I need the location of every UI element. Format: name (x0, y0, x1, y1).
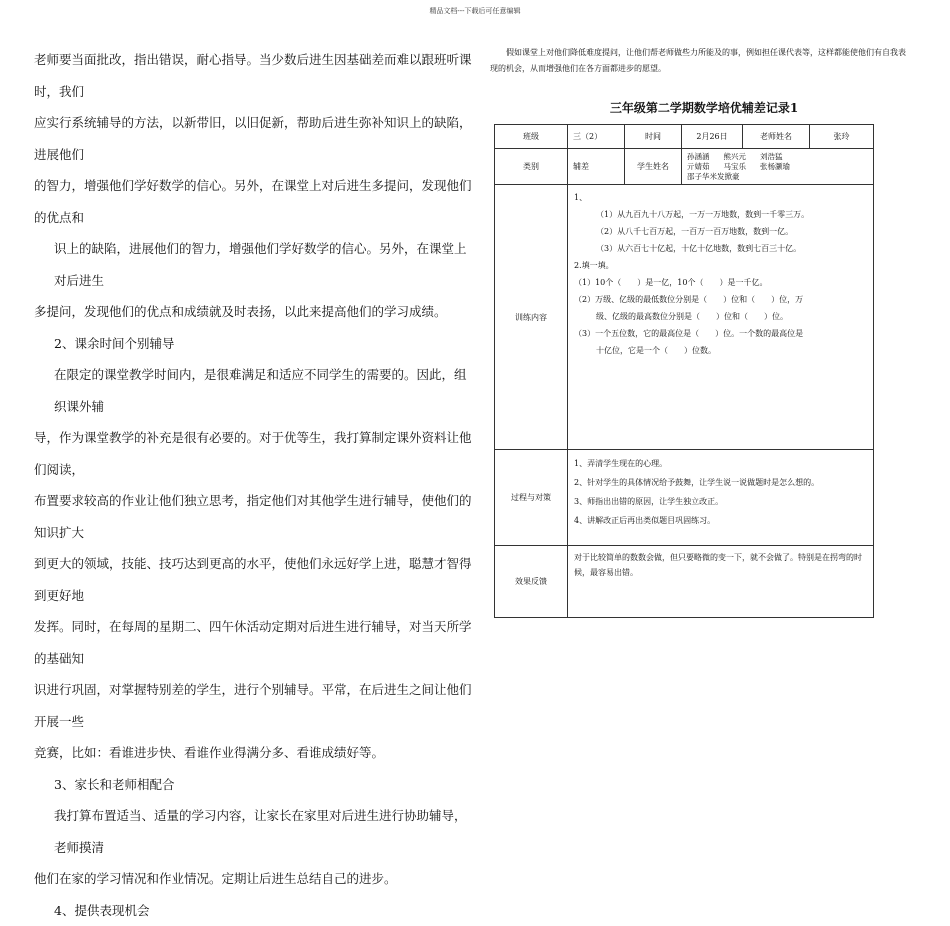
content-line: 级、亿级的最高数位分别是（ ）位和（ ）位。 (574, 308, 867, 325)
process-label: 过程与对策 (495, 450, 568, 546)
paragraph-line: 发挥。同时，在每周的星期二、四午休活动定期对后进生进行辅导，对当天所学的基础知 (34, 611, 472, 674)
paragraph-line: 布置要求较高的作业让他们独立思考，指定他们对其他学生进行辅导，使他们的知识扩大 (34, 485, 472, 548)
category-label: 类别 (495, 149, 568, 185)
section-heading: 2、课余时间个别辅导 (34, 328, 472, 360)
content-line: 2.填一填。 (574, 257, 867, 274)
category-value: 辅差 (568, 149, 625, 185)
paragraph-line: 竞赛，比如：看谁进步快、看谁作业得满分多、看谁成绩好等。 (34, 737, 472, 769)
effect-content (568, 546, 874, 618)
student-name: 刘浩猛 (760, 152, 783, 162)
effect-label: 效果反馈 (495, 546, 568, 618)
process-line: 1、弄清学生现在的心理。 (574, 454, 867, 473)
student-name: 熊兴元 (724, 152, 747, 162)
process-line: 2、针对学生的具体情况给予鼓舞，让学生说一说做题时是怎么想的。 (574, 473, 867, 492)
paragraph-line: 在限定的课堂教学时间内，是很难满足和适应不同学生的需要的。因此，组织课外辅 (34, 359, 472, 422)
paragraph-line: 识进行巩固，对掌握特别差的学生，进行个别辅导。平常，在后进生之间让他们开展一些 (34, 674, 472, 737)
left-column (34, 44, 472, 926)
paragraph-line: 到更大的领域，技能、技巧达到更高的水平，使他们永远好学上进，聪慧才智得到更好地 (34, 548, 472, 611)
page-header: 精品文档---下载后可任意编辑 (0, 6, 950, 16)
paragraph-line: 应实行系统辅导的方法，以新带旧，以旧促新，帮助后进生弥补知识上的缺陷，进展他们 (34, 107, 472, 170)
content-label: 训练内容 (495, 185, 568, 450)
record-table (494, 124, 874, 618)
right-intro (490, 45, 930, 77)
paragraph-line: 多提问，发现他们的优点和成绩就及时表扬，以此来提高他们的学习成绩。 (34, 296, 472, 328)
student-name: 亓婧茹 (687, 162, 710, 172)
content-line: （1）10个（ ）是一亿，10个（ ）是一千亿。 (574, 274, 867, 291)
effect-text: 对于比较简单的数数会做，但只要略微的变一下，就不会做了。特别是在拐弯的时候，最容易出错。 (574, 550, 867, 580)
process-content (568, 450, 874, 546)
process-line: 3、师指出出错的原因，让学生独立改正。 (574, 492, 867, 511)
content-line: （3）一个五位数，它的最高位是（ ）位。一个数的最高位是 (574, 325, 867, 342)
content-line: 十亿位，它是一个（ ）位数。 (574, 342, 867, 359)
section-heading: 4、提供表现机会 (34, 895, 472, 926)
paragraph-line: 他们在家的学习情况和作业情况。定期让后进生总结自己的进步。 (34, 863, 472, 895)
paragraph-line: 的智力，增强他们学好数学的信心。另外，在课堂上对后进生多提问，发现他们的优点和 (34, 170, 472, 233)
student-name: 马宝乐 (724, 162, 747, 172)
intro-line: 现的机会，从而增强他们在各方面都进步的愿望。 (490, 61, 930, 77)
class-label: 班级 (495, 125, 568, 149)
content-line: （1）从九百九十八万起，一万一万地数，数到一千零三万。 (574, 206, 867, 223)
training-content (568, 185, 874, 450)
student-name: 邵子华米发掀豪 (687, 172, 740, 182)
content-line: 1、 (574, 189, 867, 206)
content-line: （2）从八千七百万起，一百万一百万地数，数到一亿。 (574, 223, 867, 240)
paragraph-line: 识上的缺陷，进展他们的智力，增强他们学好数学的信心。另外，在课堂上对后进生 (34, 233, 472, 296)
student-label: 学生姓名 (625, 149, 682, 185)
content-line: （2）万级、亿级的最低数位分别是（ ）位和（ ）位，万 (574, 291, 867, 308)
process-line: 4、讲解改正后再出类似题目巩固练习。 (574, 511, 867, 530)
paragraph-line: 老师要当面批改，指出错误，耐心指导。当少数后进生因基础差而难以跟班听课时，我们 (34, 44, 472, 107)
class-value: 三（2） (568, 125, 625, 149)
teacher-label: 老师姓名 (743, 125, 810, 149)
content-line: （3）从六百七十亿起，十亿十亿地数，数到七百三十亿。 (574, 240, 867, 257)
student-name: 孙涵涵 (687, 152, 710, 162)
intro-line: 假如课堂上对他们降低难度提问，让他们帮老师做些力所能及的事，例如担任课代表等，这样都能使他们有自我表 (490, 45, 930, 61)
student-names (682, 149, 874, 185)
time-label: 时间 (625, 125, 682, 149)
paragraph-line: 我打算布置适当、适量的学习内容，让家长在家里对后进生进行协助辅导，老师摸清 (34, 800, 472, 863)
section-heading: 3、家长和老师相配合 (34, 769, 472, 801)
paragraph-line: 导，作为课堂教学的补充是很有必要的。对于优等生，我打算制定课外资料让他们阅读， (34, 422, 472, 485)
student-name: 张杨灏瑜 (760, 162, 790, 172)
record-table-title: 三年级第二学期数学培优辅差记录1 (494, 99, 914, 116)
time-value: 2月26日 (682, 125, 743, 149)
teacher-value: 张玲 (810, 125, 874, 149)
